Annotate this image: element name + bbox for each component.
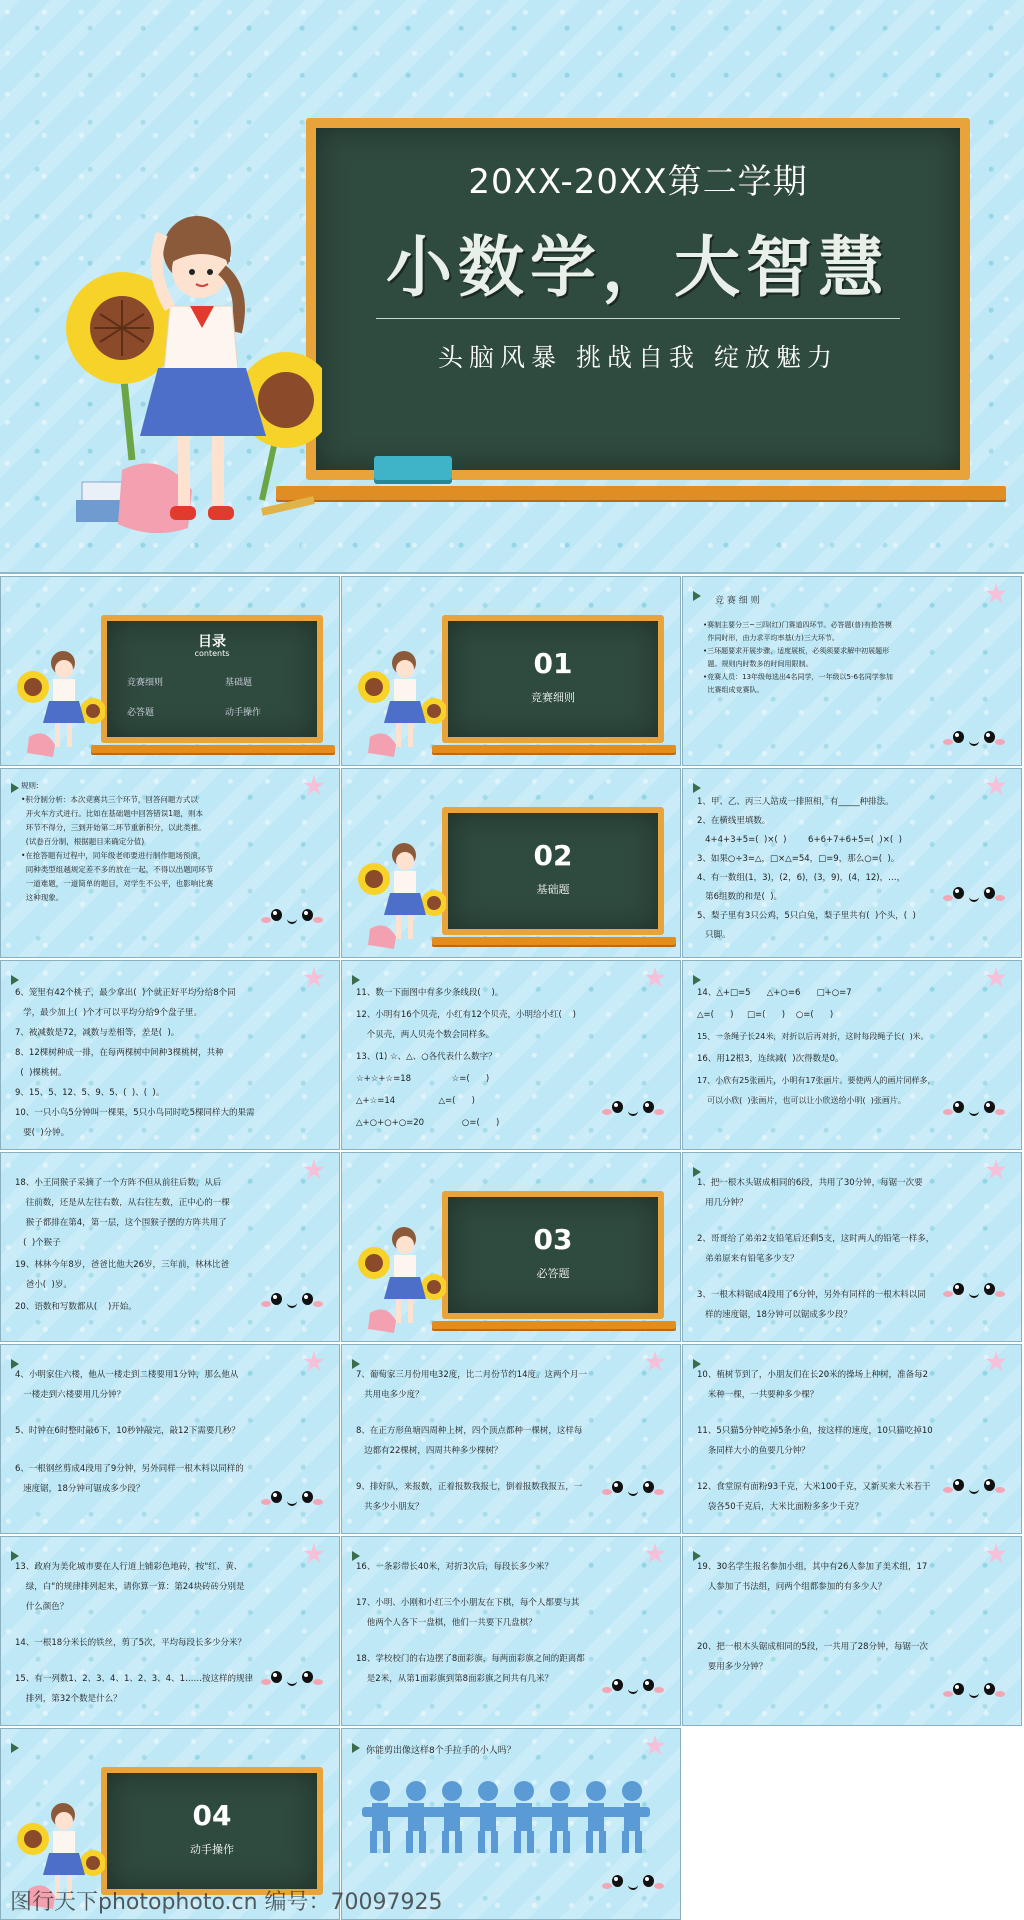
question-line: 14、一根18分米长的铁丝，剪了5次，平均每段长多少分米？ — [15, 1638, 247, 1648]
smiley-face-icon — [945, 1677, 1003, 1707]
smiley-face-icon — [945, 1473, 1003, 1503]
question-line: 爸小( )岁。 — [15, 1280, 72, 1290]
slide-rules-2[interactable] — [0, 768, 340, 958]
cover-slogan: 头脑风暴 挑战自我 绽放魅力 — [438, 343, 838, 372]
question-line: 13、政府为美化城市要在人行道上铺彩色地砖，按"红、黄、 — [15, 1562, 243, 1572]
question-line: 1、甲、乙、丙三人站成一排照相，有_____种排法。 — [697, 797, 894, 807]
question-line: △=( ) □=( ) ○=( ) — [697, 1010, 834, 1020]
star-icon — [303, 1159, 325, 1181]
question-line: 18、小王同猴子采摘了一个方阵不但从前往后数，从后 — [15, 1178, 222, 1188]
mini-girl-illustration — [356, 839, 446, 951]
section-01-ledge — [432, 745, 676, 753]
smiley-face-icon — [604, 1673, 662, 1703]
question-line: 袋各50千克后，大米比面粉多多少千克？ — [697, 1502, 864, 1512]
rules2-line: •在抢答题有过程中，同年级老师要进行制作题场预演， — [21, 851, 206, 860]
star-icon — [303, 775, 325, 797]
question-line: 6、笼里有42个桃子，最少拿出( )个就正好平均分给8个同 — [15, 988, 236, 998]
rules-line: •三环题要求开展步骤，适度展板，必须须要求解中初展题形 — [703, 647, 890, 655]
question-line: 7、葡萄家三月份用电32度，比二月份节约14度。这两个月一 — [356, 1370, 588, 1380]
question-line: 5、梨子里有3只公鸡，5只白兔，梨子里共有( )个头，( ) — [697, 911, 916, 921]
section-02-chalkboard — [442, 807, 664, 935]
slide-questions-b1-3[interactable] — [682, 1152, 1022, 1342]
smiley-face-icon — [945, 1095, 1003, 1125]
question-line: 速度锯，18分钟可锯成多少段？ — [15, 1484, 145, 1494]
slide-section-03[interactable] — [341, 1152, 681, 1342]
slide-questions-b4-6[interactable] — [0, 1344, 340, 1534]
rules2-line: 这种现象。 — [21, 893, 64, 902]
question-line: 用几分钟？ — [697, 1198, 748, 1208]
question-line: 20、语数和写数都从( )开始。 — [15, 1302, 137, 1312]
question-line: 只脚。 — [697, 930, 731, 940]
question-line: ☆+☆+☆=18 ☆=( ) — [356, 1074, 490, 1084]
slide-questions-b13-15[interactable] — [0, 1536, 340, 1726]
rules2-line: 规则: — [21, 781, 39, 790]
toc-item-4[interactable]: 动手操作 — [225, 708, 262, 718]
question-line: 10、一只小鸟5分钟叫一棵果，5只小鸟同时吃5棵同样大的果需 — [15, 1108, 255, 1118]
watermark: 图行天下photophoto.cn 编号：70097925 — [10, 1890, 443, 1915]
question-line: 4+4+3+5=( )×( ) 6+6+7+6+5=( )×( ) — [697, 835, 902, 845]
toc-ledge — [91, 745, 335, 753]
star-icon — [985, 1543, 1007, 1565]
rules2-line: 开火车方式进行。比如在基础题中回答错误1题，则本 — [21, 809, 204, 818]
question-line: 9、排好队，来报数，正着报数我报七，倒着报数我报五，一 — [356, 1482, 583, 1492]
section-02-name: 基础题 — [536, 883, 570, 896]
question-line: 12、小明有16个贝壳，小红有12个贝壳，小明给小红( ) — [356, 1010, 576, 1020]
question-line: 米种一棵，一共要种多少棵？ — [697, 1390, 819, 1400]
star-icon — [985, 1159, 1007, 1181]
section-03-ledge — [432, 1321, 676, 1329]
section-03-chalkboard — [442, 1191, 664, 1319]
section-04-number: 04 — [192, 1799, 232, 1832]
question-line: 绿，白"的规律排列起来，请你算一算：第24块砖砖分别是 — [15, 1582, 245, 1592]
slide-questions-14-17[interactable] — [682, 960, 1022, 1150]
cover-chalkboard — [306, 118, 970, 480]
star-icon — [985, 775, 1007, 797]
question-line: 2、哥哥给了弟弟2支铅笔后还剩5支，这时两人的铅笔一样多， — [697, 1234, 935, 1244]
question-line: 要用多少分钟？ — [697, 1662, 768, 1672]
question-line: 6、一根钢丝剪成4段用了9分钟，另外同样一根木料以同样的 — [15, 1464, 244, 1474]
rules2-line: 环节不得分，三到开始第二环节重新积分，以此类推。 — [21, 823, 206, 832]
rules2-line: 一道难题，一道简单的题目，对学生不公平，也影响比赛 — [21, 879, 214, 888]
question-line: 5、时钟在6时整时敲6下，10秒钟敲完，敲12下需要几秒？ — [15, 1426, 240, 1436]
triangle-bullet-icon — [352, 1743, 360, 1753]
cover-title: 小数学，大智慧 — [386, 228, 890, 306]
section-04-name: 动手操作 — [190, 1843, 234, 1856]
question-line: 3、一根木料锯成4段用了6分钟，另外有同样的一根木料以同 — [697, 1290, 926, 1300]
question-line: 学，最少加上( )个才可以平均分给9个盘子里。 — [15, 1008, 203, 1018]
question-line: 样的速度锯，18分钟可以锯成多少段？ — [697, 1310, 852, 1320]
question-line: 16、用12根3，连续减( )次得数是0。 — [697, 1054, 844, 1064]
question-line: 18、学校校门的右边摆了8面彩旗，每两面彩旗之间的距离都 — [356, 1654, 585, 1664]
rules-line: •竞赛人员：13年级每选出4名同学，一年级以5-6名同学参加 — [703, 673, 893, 681]
question-line: 3、如果○÷3=△，□×△=54，□=9，那么○=( )。 — [697, 854, 900, 864]
smiley-face-icon — [263, 1665, 321, 1695]
rules-heading: 竞 赛 细 则 — [715, 596, 760, 606]
smiley-face-icon — [604, 1095, 662, 1125]
rules2-line: •积分制分析：本次竞赛共三个环节，回答问题方式以 — [21, 795, 198, 804]
cover-divider — [376, 318, 900, 319]
question-line: 15、一条绳子长24米，对折以后再对折，这时每段绳子长( )米。 — [697, 1032, 929, 1041]
question-line: 8、在正方形鱼塘四周种上树，四个顶点都种一棵树，这样每 — [356, 1426, 583, 1436]
question-line: 共多少小朋友？ — [356, 1502, 424, 1512]
smiley-face-icon — [945, 725, 1003, 755]
question-line: 什么颜色？ — [15, 1602, 69, 1612]
cover-slide[interactable] — [0, 0, 1024, 574]
star-icon — [644, 1735, 666, 1757]
question-line: 猴子都排在第4，第一层，这个围猴子摆的方阵共用了 — [15, 1218, 227, 1228]
slide-questions-11-13[interactable] — [341, 960, 681, 1150]
smiley-face-icon — [604, 1475, 662, 1505]
slide-section-01[interactable] — [341, 576, 681, 766]
question-line: 可以小欣( )张画片，也可以让小欣送给小明( )张画片。 — [697, 1096, 906, 1105]
question-line: 20、把一根木头锯成相同的5段，一共用了28分钟，每锯一次 — [697, 1642, 929, 1652]
question-line: 11、5只猫5分钟吃掉5条小鱼，按这样的速度，10只猫吃掉10 — [697, 1426, 933, 1436]
paper-cut-question: 你能剪出像这样8个手拉手的小人吗？ — [366, 1746, 516, 1756]
question-line: 共用电多少度？ — [356, 1390, 424, 1400]
star-icon — [985, 583, 1007, 605]
question-line: 14、△+□=5 △+○=6 □+○=7 — [697, 988, 852, 998]
question-line: △+☆=14 △=( ) — [356, 1096, 475, 1106]
star-icon — [644, 1351, 666, 1373]
slide-questions-b16-18[interactable] — [341, 1536, 681, 1726]
question-line: 排列，第32个数是什么？ — [15, 1694, 122, 1704]
slide-questions-b7-9[interactable] — [341, 1344, 681, 1534]
rules-line: •赛制主要分三~三四(红)门赛道四环节。必答题(普)有抢答模 — [703, 621, 892, 629]
section-03-number: 03 — [533, 1223, 573, 1256]
star-icon — [303, 1351, 325, 1373]
toc-chalkboard — [101, 615, 323, 743]
toc-item-2[interactable]: 基础题 — [225, 678, 253, 688]
smiley-face-icon — [945, 881, 1003, 911]
question-line: 条同样大小的鱼要几分钟？ — [697, 1446, 810, 1456]
triangle-bullet-icon — [11, 1743, 19, 1753]
question-line: 11、数一下面图中有多少条线段( )。 — [356, 988, 504, 998]
question-line: 17、小明、小刚和小红三个小朋友在下棋，每个人都要与其 — [356, 1598, 580, 1608]
triangle-bullet-icon — [693, 591, 701, 601]
question-line: 边都有22棵树，四周共种多少棵树？ — [356, 1446, 503, 1456]
question-line: 1、把一根木头锯成相同的6段，共用了30分钟，每锯一次要 — [697, 1178, 923, 1188]
question-line: 4、小明家住六楼，他从一楼走到二楼要用1分钟，那么他从 — [15, 1370, 239, 1380]
question-line: 16、一条彩带长40米，对折3次后，每段长多少米？ — [356, 1562, 554, 1572]
question-line: 是2米，从第1面彩旗到第8面彩旗之间共有几米？ — [356, 1674, 554, 1684]
section-02-number: 02 — [533, 839, 573, 872]
section-04-chalkboard — [101, 1767, 323, 1895]
question-line: 8、12棵树种成一排，在每两棵树中间种3棵桃树，共种 — [15, 1048, 224, 1058]
triangle-bullet-icon — [693, 783, 701, 793]
question-line: 19、林林今年8岁，爸爸比他大26岁，三年前，林林比爸 — [15, 1260, 230, 1270]
question-line: 7、被减数是72，减数与差相等，差是( )。 — [15, 1028, 180, 1038]
section-01-name: 竞赛细则 — [531, 691, 575, 704]
section-01-chalkboard — [442, 615, 664, 743]
question-line: ( )个猴子 — [15, 1238, 61, 1248]
rules-line: 比赛组成竞赛队。 — [703, 686, 764, 694]
slide-questions-1-5[interactable] — [682, 768, 1022, 958]
question-line: 19、30名学生报名参加小组，其中有26人参加了美术组，17 — [697, 1562, 928, 1572]
slide-section-02[interactable] — [341, 768, 681, 958]
star-icon — [985, 967, 1007, 989]
girl-illustration — [52, 210, 322, 555]
slide-questions-b10-12[interactable] — [682, 1344, 1022, 1534]
rules2-line: (试卷百分制，根据题目来确定分值) — [21, 837, 145, 846]
question-line: △+○+○+○=20 ○=( ) — [356, 1118, 500, 1128]
question-line: 2、在横线里填数。 — [697, 816, 771, 826]
question-line: 往前数，还是从左往右数，从右往左数，正中心的一棵 — [15, 1198, 230, 1208]
question-line: 人参加了书法组，问两个组都参加的有多少人？ — [697, 1582, 887, 1592]
question-line: 15、有一列数1、2、3、4、1、2、3、4、1……按这样的规律 — [15, 1674, 253, 1684]
question-line: 个贝壳，两人贝壳个数会同样多。 — [356, 1030, 495, 1040]
star-icon — [303, 1543, 325, 1565]
mini-girl-illustration — [356, 1223, 446, 1335]
rules-line: 作同时形，由力求平均率基(力)三大环节。 — [703, 634, 839, 642]
toc-item-1[interactable]: 竞赛细则 — [127, 678, 164, 688]
rules-line: 题。规则内时数多的时间用限制。 — [703, 660, 813, 668]
question-line: 13、(1) ☆、△、○各代表什么数字？ — [356, 1052, 497, 1062]
section-02-ledge — [432, 937, 676, 945]
mini-girl-illustration — [356, 647, 446, 759]
slide-toc[interactable] — [0, 576, 340, 766]
cover-term: 20XX-20XX第二学期 — [468, 162, 808, 202]
section-03-name: 必答题 — [536, 1267, 570, 1280]
slide-rules[interactable] — [682, 576, 1022, 766]
section-01-number: 01 — [533, 647, 573, 680]
smiley-face-icon — [945, 1277, 1003, 1307]
star-icon — [644, 967, 666, 989]
question-line: 9、15、5、12、5、9、5、( )、( )。 — [15, 1088, 165, 1098]
question-line: 17、小欣有25张画片，小明有17张画片。要使两人的画片同样多， — [697, 1076, 936, 1085]
star-icon — [644, 1543, 666, 1565]
smiley-face-icon — [263, 903, 321, 933]
smiley-face-icon — [604, 1869, 662, 1899]
question-line: ( )棵桃树。 — [15, 1068, 67, 1078]
eraser — [374, 456, 452, 480]
paper-people-icon — [356, 1777, 656, 1857]
toc-subtitle: contents — [194, 649, 230, 658]
question-line: 他两个人各下一盘棋，他们一共要下几盘棋？ — [356, 1618, 537, 1628]
star-icon — [985, 1351, 1007, 1373]
question-line: 一楼走到六楼要用几分钟？ — [15, 1390, 126, 1400]
question-line: 4、有一数组(1，3)，(2，6)，(3，9)，(4，12)，…， — [697, 873, 906, 883]
mini-girl-illustration — [15, 647, 105, 759]
question-line: 要( )分钟。 — [15, 1128, 70, 1138]
star-icon — [303, 967, 325, 989]
triangle-bullet-icon — [11, 783, 19, 793]
question-line: 弟弟原来有铅笔多少支？ — [697, 1254, 799, 1264]
question-line: 10、植树节到了，小朋友们在长20米的操场上种树，准备每2 — [697, 1370, 929, 1380]
question-line: 第6组数的和是( )。 — [697, 892, 783, 902]
smiley-face-icon — [263, 1287, 321, 1317]
slide-questions-6-10[interactable] — [0, 960, 340, 1150]
question-line: 12、食堂原有面粉93千克，大米100千克，又新买来大米若干 — [697, 1482, 931, 1492]
slide-questions-18-20[interactable] — [0, 1152, 340, 1342]
smiley-face-icon — [263, 1485, 321, 1515]
rules2-line: 同种类型组越规定差不多的放在一起，不得以出题同环节 — [21, 865, 214, 874]
toc-item-3[interactable]: 必答题 — [127, 708, 155, 718]
cover-ledge — [276, 486, 1006, 500]
toc-title: 目录 — [198, 634, 226, 650]
slide-questions-b19-20[interactable] — [682, 1536, 1022, 1726]
